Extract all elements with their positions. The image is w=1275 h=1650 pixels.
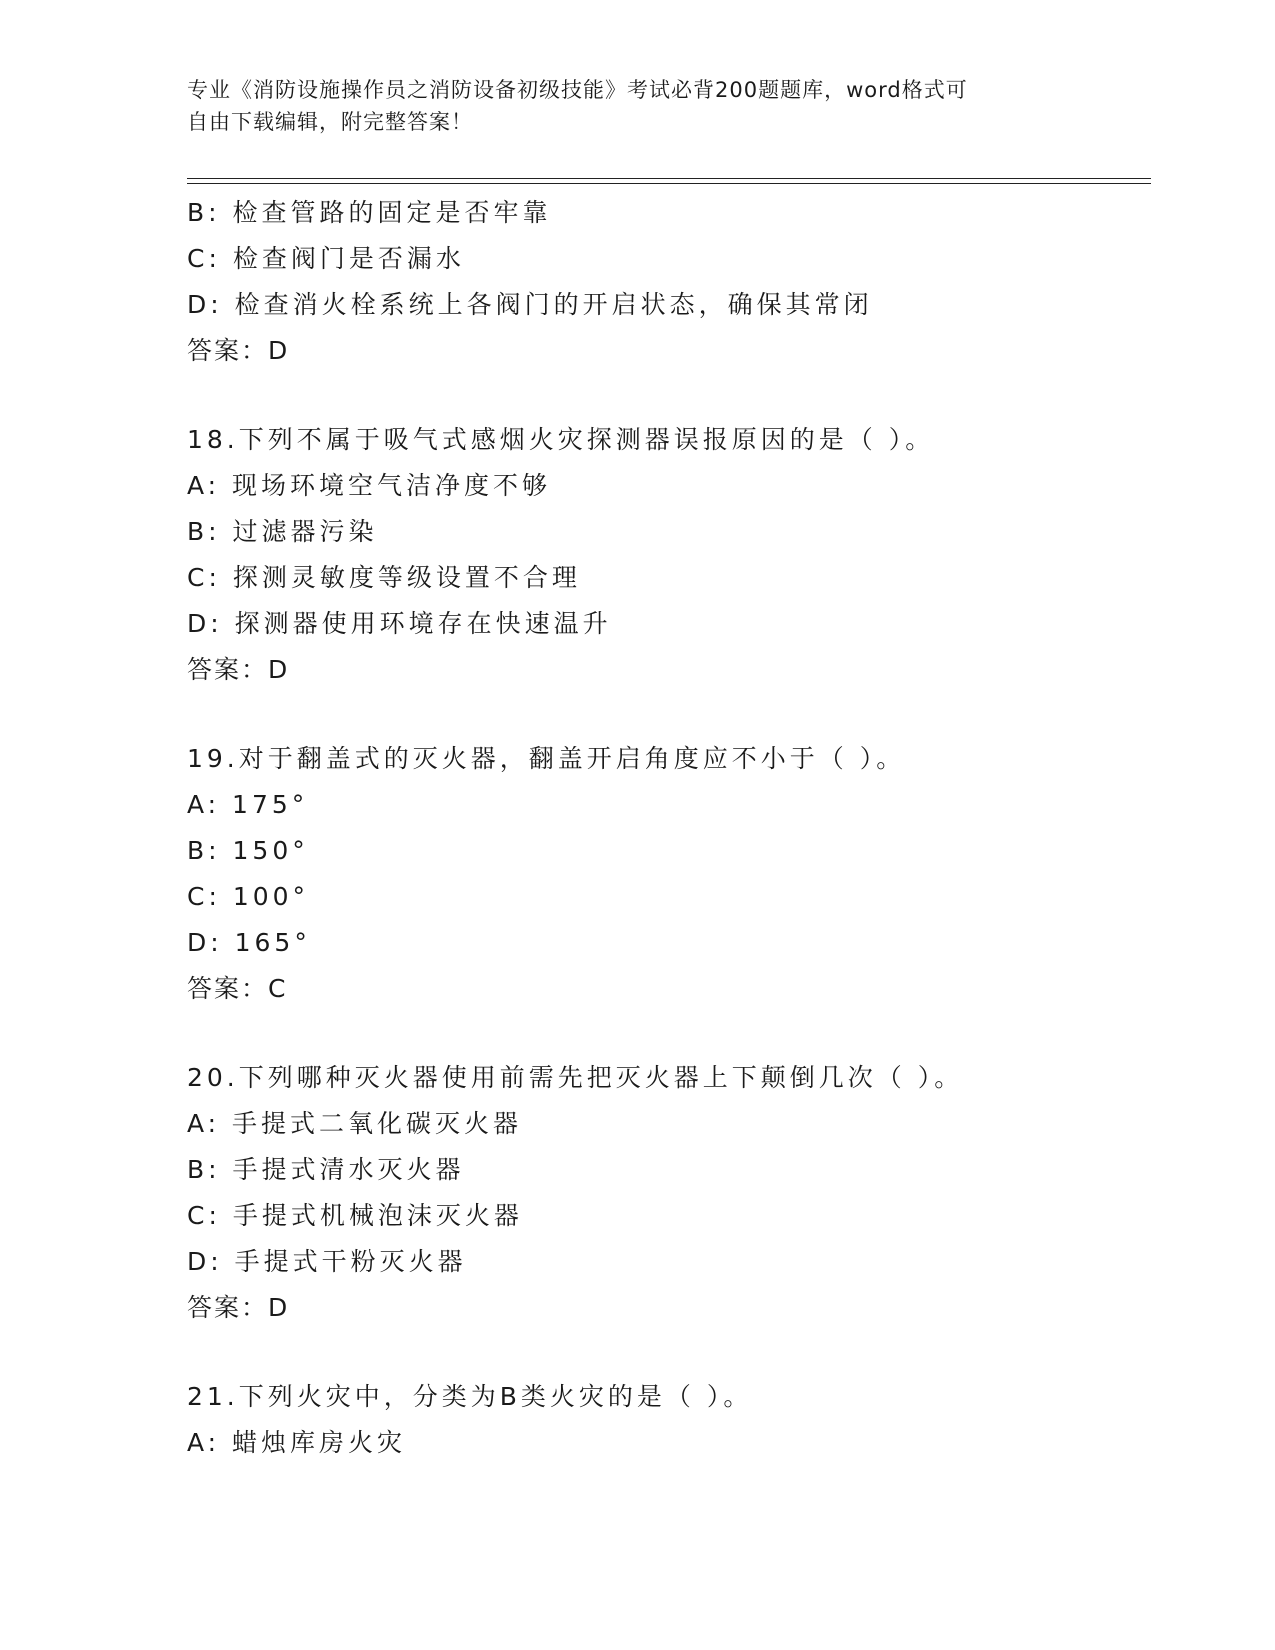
answer-line: 答案：D: [187, 1293, 290, 1322]
header-line-2: 自由下载编辑，附完整答案！: [187, 110, 473, 134]
spacer: [187, 374, 1151, 417]
spacer: [187, 693, 1151, 736]
option-b: B: 150°: [187, 836, 309, 865]
header-divider-bottom: [187, 183, 1151, 184]
answer-line: 答案：C: [187, 974, 288, 1003]
spacer: [187, 1012, 1151, 1055]
option-a: A: 现场环境空气洁净度不够: [187, 471, 552, 500]
option-a: A: 手提式二氧化碳灭火器: [187, 1109, 523, 1138]
question-20-block: [187, 1055, 1151, 1331]
option-d: D: 手提式干粉灭火器: [187, 1247, 467, 1276]
question-19-block: [187, 736, 1151, 1012]
option-b: B: 检查管路的固定是否牢靠: [187, 198, 552, 227]
header-line-1: 专业《消防设施操作员之消防设备初级技能》考试必背200题题库，word格式可: [187, 78, 968, 102]
option-d: D: 165°: [187, 928, 311, 957]
question-list: [187, 190, 1151, 1466]
option-b: B: 手提式清水灭火器: [187, 1155, 465, 1184]
spacer: [187, 1331, 1151, 1374]
option-c: C: 探测灵敏度等级设置不合理: [187, 563, 581, 592]
option-c: C: 100°: [187, 882, 310, 911]
answer-line: 答案：D: [187, 336, 290, 365]
question-stem: 21.下列火灾中，分类为B类火灾的是（ ）。: [187, 1382, 753, 1411]
option-b: B: 过滤器污染: [187, 517, 378, 546]
question-18-block: [187, 417, 1151, 693]
document-header: [187, 74, 1067, 138]
option-c: C: 检查阀门是否漏水: [187, 244, 465, 273]
option-d: D: 检查消火栓系统上各阀门的开启状态，确保其常闭: [187, 290, 873, 319]
option-d: D: 探测器使用环境存在快速温升: [187, 609, 612, 638]
option-a: A: 175°: [187, 790, 309, 819]
question-21-block: [187, 1374, 1151, 1466]
answer-line: 答案：D: [187, 655, 290, 684]
header-divider-top: [187, 178, 1151, 179]
question-stem: 18.下列不属于吸气式感烟火灾探测器误报原因的是（ ）。: [187, 425, 935, 454]
question-stem: 19.对于翻盖式的灭火器，翻盖开启角度应不小于（ ）。: [187, 744, 906, 773]
question-stem: 20.下列哪种灭火器使用前需先把灭火器上下颠倒几次（ ）。: [187, 1063, 964, 1092]
option-c: C: 手提式机械泡沫灭火器: [187, 1201, 523, 1230]
option-a: A: 蜡烛库房火灾: [187, 1428, 407, 1457]
question-17-block: [187, 190, 1151, 374]
